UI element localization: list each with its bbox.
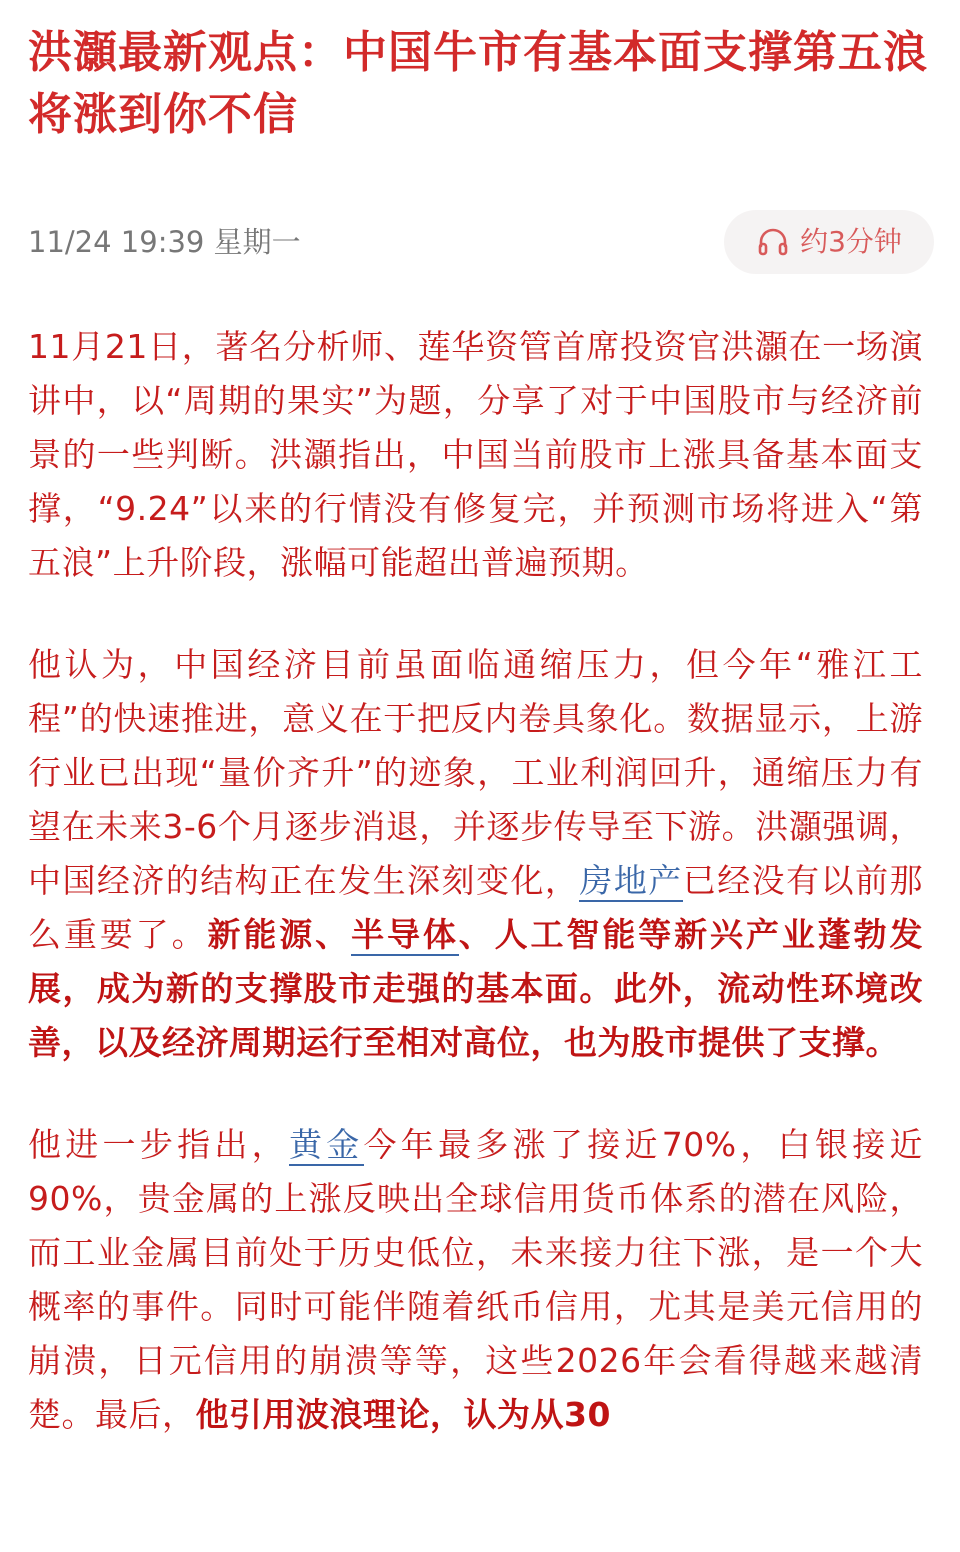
paragraph-2-bold-a: 新能源、 [207,915,352,954]
listen-audio-button[interactable] [724,210,934,274]
paragraph-2-text-b: 已经没有以前那么重要了。 [28,861,924,954]
paragraph-3-bold: 他引用波浪理论，认为从30 [195,1395,611,1434]
paragraph-2 [28,638,923,1070]
headphones-icon [756,225,790,259]
link-semiconductor[interactable]: 半导体 [351,915,459,954]
article-body [28,320,923,1442]
publish-date: 11/24 19:39 星期一 [28,225,301,259]
paragraph-3 [28,1118,923,1442]
article-meta [28,210,934,274]
link-gold[interactable]: 黄金 [288,1125,364,1164]
paragraph-1: 11月21日，著名分析师、莲华资管首席投资官洪灝在一场演讲中，以“周期的果实”为题，分享了对于中国股市与经济前景的一些判断。洪灝指出，中国当前股市上涨具备基本面支撑，“9.24”以来的行情没有修复完，并预测市场将进入“第五浪”上升阶段，涨幅可能超出普遍预期。 [28,327,923,582]
article-title: 洪灝最新观点：中国牛市有基本面支撑第五浪将涨到你不信 [28,27,928,140]
link-real-estate[interactable]: 房地产 [579,861,683,900]
paragraph-3-text-a: 他进一步指出， [28,1125,289,1164]
paragraph-2-bold-b: 、人工智能等新兴产业蓬勃发展，成为新的支撑股市走强的基本面。此外，流动性环境改善，以及经济周期运行至相对高位，也为股市提供了支撑。 [28,915,924,1062]
paragraph-3-text-b: 今年最多涨了接近70%，白银接近90%，贵金属的上涨反映出全球信用货币体系的潜在风险，而工业金属目前处于历史低位，未来接力往下涨，是一个大概率的事件。同时可能伴随着纸币信用，尤其是美元信用的崩溃，日元信用的崩溃等等，这些2026年会看得越来越清楚。最后， [28,1125,924,1434]
paragraph-2-text-a: 他认为，中国经济目前虽面临通缩压力，但今年“雅江工程”的快速推进，意义在于把反内卷具象化。数据显示，上游行业已出现“量价齐升”的迹象，工业利润回升，通缩压力有望在未来3-6个月逐步消退，并逐步传导至下游。洪灝强调，中国经济的结构正在发生深刻变化， [28,645,923,900]
listen-duration-label: 约3分钟 [800,225,902,258]
